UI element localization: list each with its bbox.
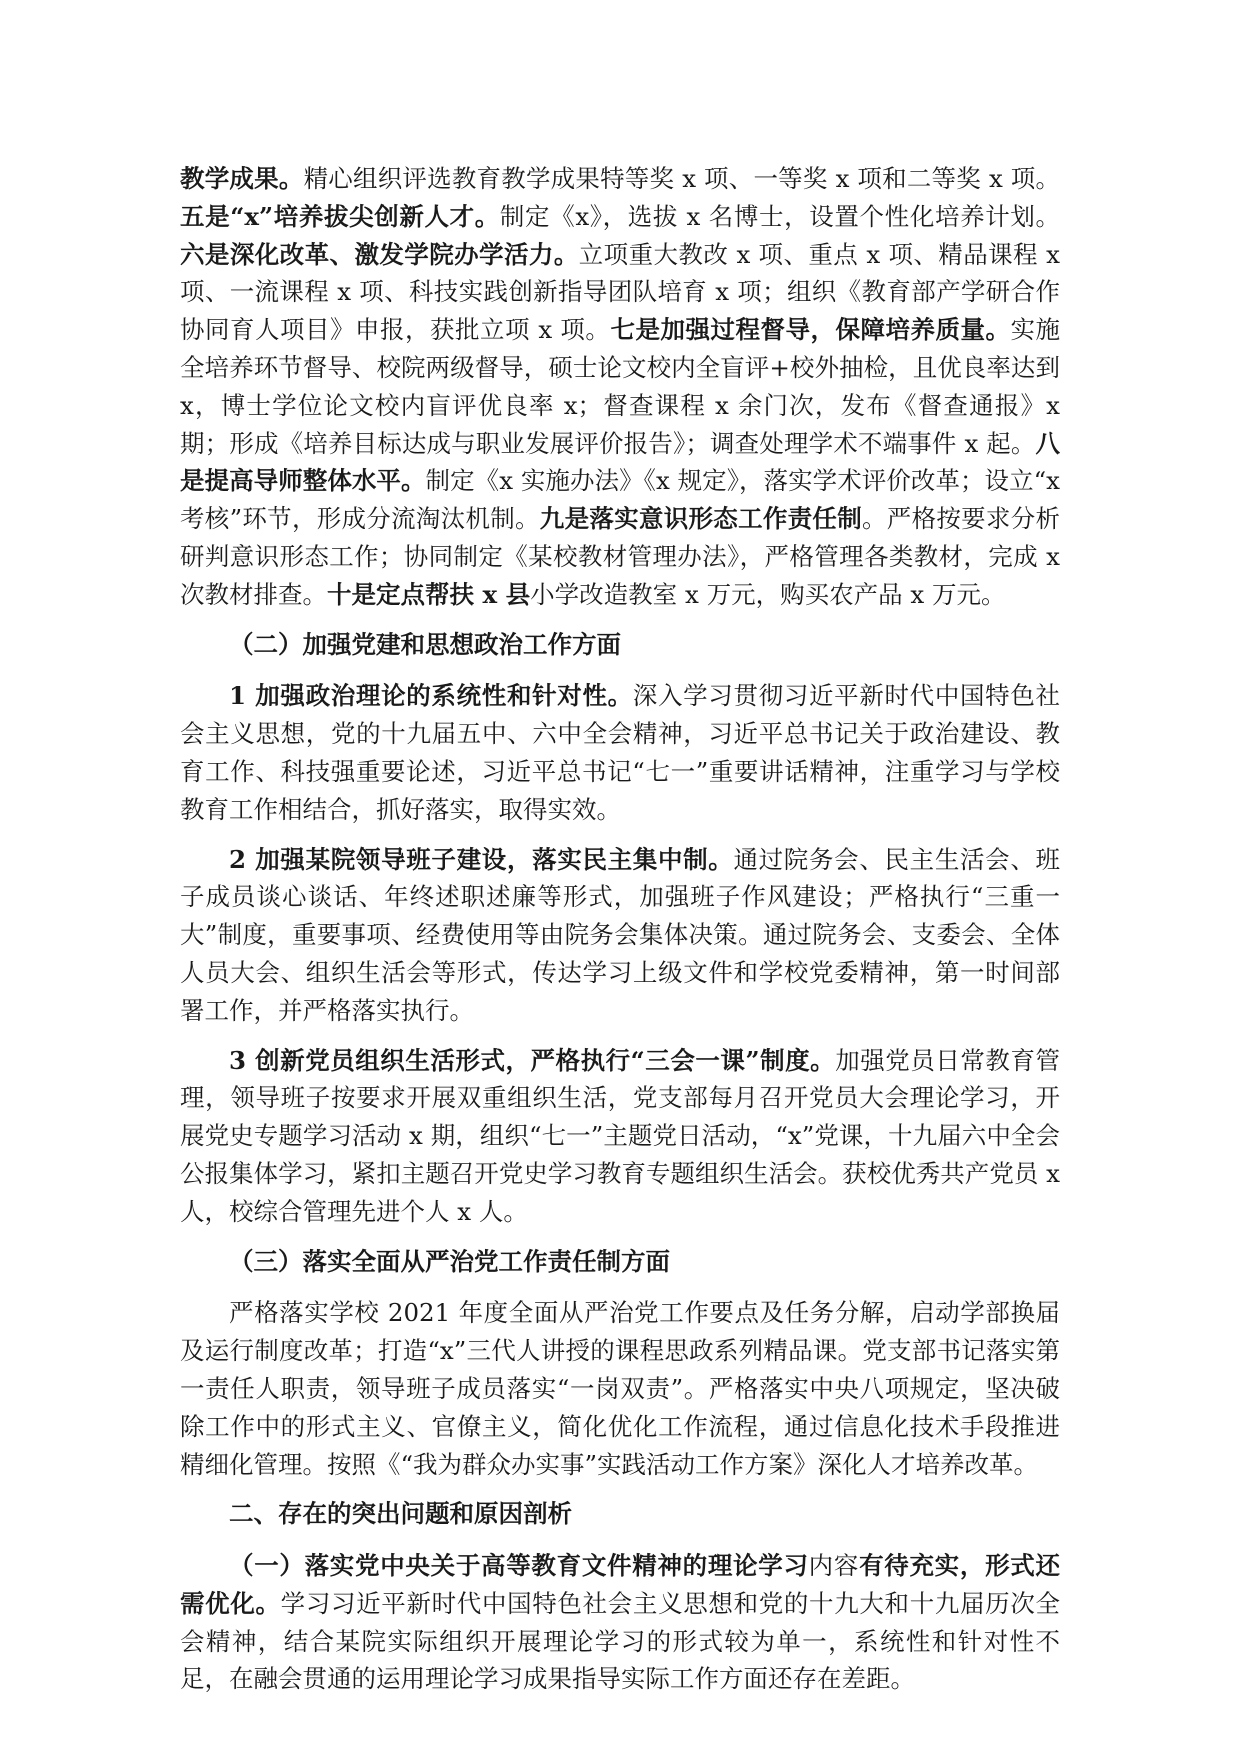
bold-lead-phrase: 十是定点帮扶 x 县: [327, 579, 531, 609]
bold-lead-phrase: 1 加强政治理论的系统性和针对性。: [229, 681, 633, 711]
section-heading-party-building: （二）加强党建和思想政治工作方面: [229, 629, 621, 659]
bold-lead-phrase: 六是深化改革、激发学院办学活力。: [180, 239, 579, 269]
bold-lead-phrase: 九是落实意识形态工作责任制: [539, 504, 862, 534]
bold-lead-phrase: 3 创新党员组织生活形式，严格执行“三会一课”制度。: [229, 1045, 836, 1075]
bold-lead-phrase: 教学成果。: [180, 164, 304, 193]
bold-lead-phrase: 七是加强过程督导，保障培养质量。: [610, 315, 1011, 345]
body-text: 制定《x》，选拔 x 名博士，设置个性化培养计划。: [499, 201, 1060, 231]
body-text: 实施全培养环节督导、校院两级督导，硕士论文校内全盲评+校外抽检，且优良率达到 x，博士学位论文校内盲评优良率 x；督查课程 x 余门次，发布《督查通报》x 期；形成《培养目标达成与职业发展评价报告》；调查处理学术不端事件 x 起。: [180, 315, 1061, 458]
paragraph-theory-study-problem: [180, 1547, 1060, 1698]
body-text: 。严格按要求分析研判意识形态工作；协同制定《某校教材管理办法》，严格管理各类教材，完成 x 次教材排查。: [180, 504, 1060, 609]
section-heading-strict-governance: （三）落实全面从严治党工作责任制方面: [229, 1246, 670, 1276]
section-heading-problems: 二、存在的突出问题和原因剖析: [229, 1499, 572, 1529]
body-text: 精心组织评选教育教学成果特等奖 x 项、一等奖 x 项和二等奖 x 项。: [303, 164, 1060, 193]
bold-lead-phrase: 五是“x”培养拔尖创新人才。: [180, 201, 500, 231]
body-text: 加强党员日常教育管理，领导班子按要求开展双重组织生活，党支部每月召开党员大会理论学习，开展党史专题学习活动 x 期，组织“七一”主题党日活动，“x”党课，十九届六中全会公报集体学习，紧扣主题召开党史学习教育专题组织生活会。获校优秀共产党员 x 人，校综合管理先进个人 x 人。: [180, 1045, 1061, 1226]
body-text: 学习习近平新时代中国特色社会主义思想和党的十九大和十九届历次全会精神，结合某院实际组织开展理论学习的形式较为单一，系统性和针对性不足，在融会贯通的运用理论学习成果指导实际工作方面还存在差距。: [180, 1588, 1061, 1694]
paragraph-leadership-team: [180, 841, 1060, 1030]
paragraph-strict-governance: 严格落实学校 2021 年度全面从严治党工作要点及任务分解，启动学部换届及运行制度改革；打造“x”三代人讲授的课程思政系列精品课。党支部书记落实第一责任人职责，领导班子成员落实“一岗双责”。严格落实中央八项规定，坚决破除工作中的形式主义、官僚主义，简化优化工作流程，通过信息化技术手段推进精细化管理。按照《“我为群众办实事”实践活动工作方案》深化人才培养改革。: [180, 1298, 1060, 1479]
body-text: 深入学习贯彻习近平新时代中国特色社会主义思想，党的十九届五中、六中全会精神，习近平总书记关于政治建设、教育工作、科技强重要论述，习近平总书记“七一”重要讲话精神，注重学习与学校教育工作相结合，抓好落实，取得实效。: [180, 681, 1061, 824]
body-text: 制定《x 实施办法》《x 规定》，落实学术评价改革；设立“x 考核”环节，形成分流淘汰机制。: [180, 466, 1060, 534]
paragraph-teaching-achievements: [180, 160, 1060, 614]
paragraph-political-theory: [180, 677, 1060, 828]
document-page: [180, 160, 1060, 1710]
body-text: 立项重大教改 x 项、重点 x 项、精品课程 x 项、一流课程 x 项、科技实践创新指导团队培育 x 项；组织《教育部产学研合作协同育人项目》申报，获批立项 x 项。: [180, 239, 1060, 345]
bold-lead-phrase: （一）落实党中央关于高等教育文件精神的理论学习: [229, 1551, 809, 1581]
body-text: 内容: [808, 1551, 860, 1581]
body-text: 小学改造教室 x 万元，购买农产品 x 万元。: [530, 579, 1006, 609]
body-text: 通过院务会、民主生活会、班子成员谈心谈话、年终述职述廉等形式，加强班子作风建设；严格执行“三重一大”制度，重要事项、经费使用等由院务会集体决策。通过院务会、支委会、全体人员大会、组织生活会等形式，传达学习上级文件和学校党委精神，第一时间部署工作，并严格落实执行。: [180, 844, 1061, 1025]
bold-lead-phrase: 有待充实，形式还需优化。: [180, 1551, 1060, 1618]
paragraph-party-member-life: [180, 1042, 1060, 1231]
bold-lead-phrase: 2 加强某院领导班子建设，落实民主集中制。: [229, 844, 734, 874]
bold-lead-phrase: 八是提高导师整体水平。: [180, 428, 1060, 496]
